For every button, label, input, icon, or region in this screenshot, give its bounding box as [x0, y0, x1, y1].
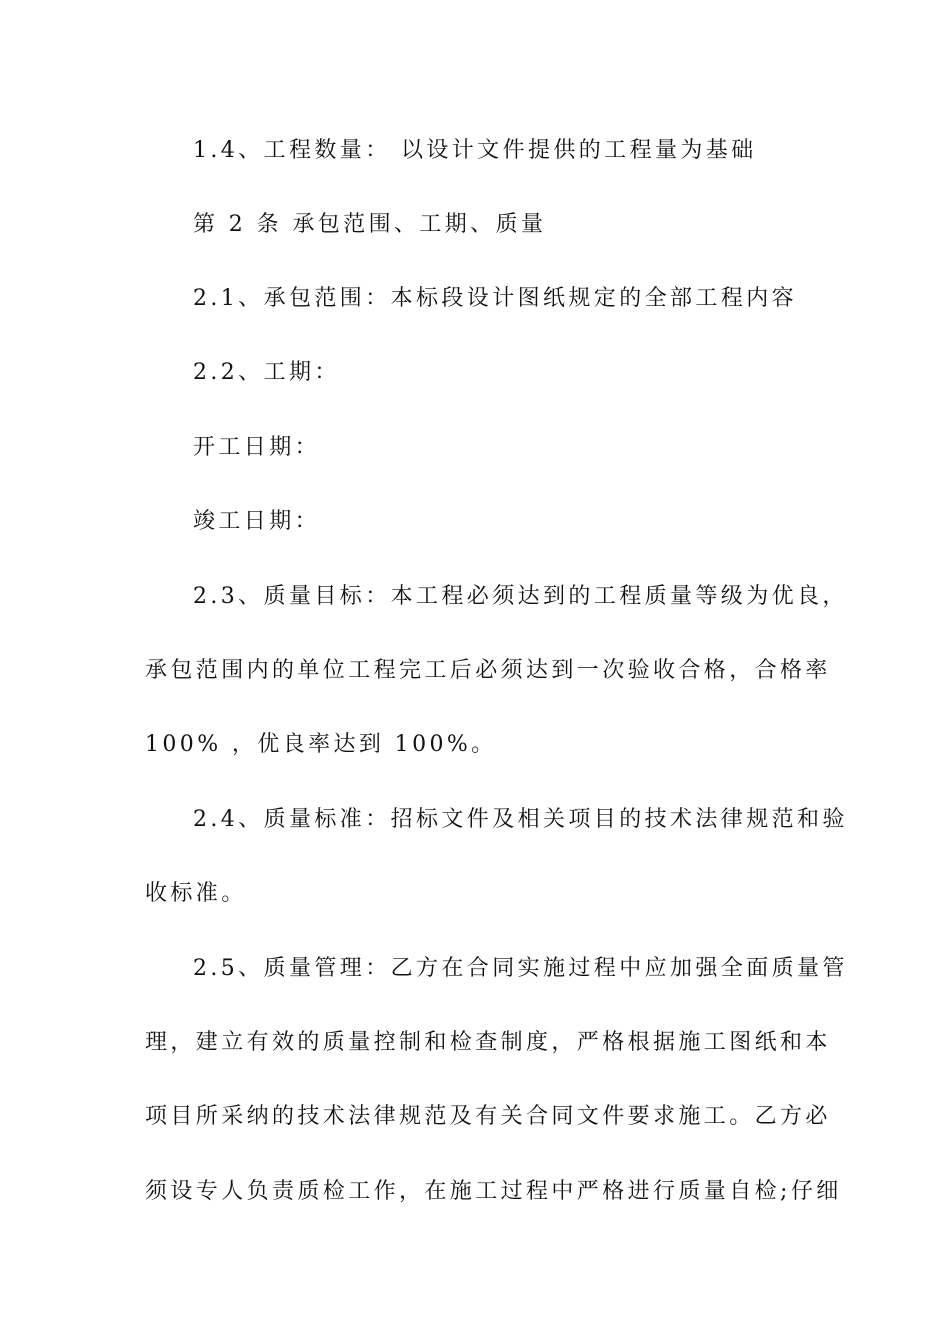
start-date-label: 开工日期：	[193, 435, 321, 460]
clause-2-4-line-1: 2.4、质量标准：招标文件及相关项目的技术法律规范和验	[193, 807, 848, 832]
clause-2-3-line-2: 承包范围内的单位工程完工后必须达到一次验收合格，合格率	[145, 658, 831, 683]
completion-date-label: 竣工日期：	[193, 509, 321, 534]
article-2-heading: 第 2 条 承包范围、工期、质量	[193, 212, 547, 237]
clause-2-4-line-2: 收标准。	[145, 881, 247, 906]
clause-2-5-line-3: 项目所采纳的技术法律规范及有关合同文件要求施工。乙方必	[145, 1104, 831, 1129]
clause-1-4: 1.4、工程数量： 以设计文件提供的工程量为基础	[193, 138, 757, 163]
clause-2-2: 2.2、工期：	[193, 360, 340, 385]
clause-2-1: 2.1、承包范围：本标段设计图纸规定的全部工程内容	[193, 286, 797, 311]
clause-2-5-line-4: 须设专人负责质检工作，在施工过程中严格进行质量自检;仔细	[145, 1179, 842, 1204]
clause-2-5-line-1: 2.5、质量管理：乙方在合同实施过程中应加强全面质量管	[193, 956, 848, 981]
clause-2-3-line-1: 2.3、质量目标：本工程必须达到的工程质量等级为优良，	[193, 584, 848, 609]
clause-2-5-line-2: 理，建立有效的质量控制和检查制度，严格根据施工图纸和本	[145, 1030, 831, 1055]
clause-2-3-line-3: 100% ，优良率达到 100%。	[145, 732, 497, 757]
